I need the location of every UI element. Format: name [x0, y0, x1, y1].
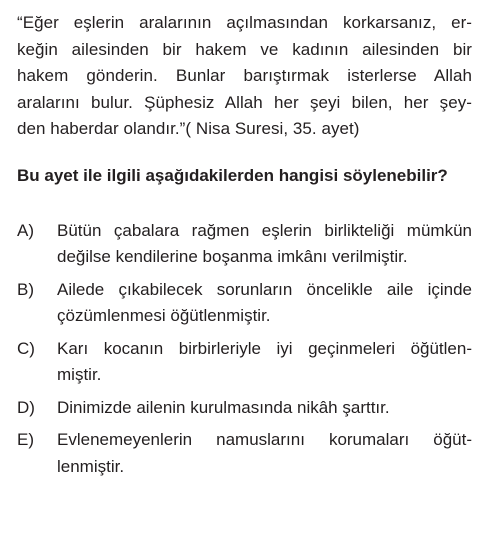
option-line: Bütün çabalara rağmen eşlerin birlikteliği mümkün: [57, 220, 472, 240]
option-line: Dinimizde ailenin kurulmasında nikâh şarttır.: [57, 397, 390, 417]
passage-line: “Eğer eşlerin aralarının açılmasından korkarsanız, er-: [17, 13, 472, 32]
option-line: çözümlenmesi öğütlenmiştir.: [57, 306, 271, 325]
option-letter: B): [17, 279, 34, 299]
option-line: değilse kendilerine boşanma imkânı verilmiştir.: [57, 247, 408, 266]
question-stem: Bu ayet ile ilgili aşağıdakilerden hangisi söylenebilir?: [17, 165, 448, 185]
passage-line: den haberdar olandır.”( Nisa Suresi, 35. ayet): [17, 119, 360, 138]
option-a[interactable]: [17, 218, 472, 271]
option-line: Evlenemeyenlerin namuslarını korumaları öğüt-: [57, 430, 472, 449]
option-line: lenmiştir.: [57, 456, 125, 476]
option-text: [57, 395, 472, 422]
option-text: [57, 277, 472, 330]
option-text: [57, 218, 472, 271]
option-b[interactable]: [17, 277, 472, 330]
option-letter: C): [17, 338, 35, 358]
option-line: Karı kocanın birbirleriyle iyi geçinmeleri öğütlen-: [57, 338, 472, 358]
option-text: [57, 336, 472, 389]
passage-line: aralarını bulur. Şüphesiz Allah her şeyi bilen, her şey-: [17, 92, 472, 112]
passage-line: hakem gönderin. Bunlar barıştırmak isterlerse Allah: [17, 66, 472, 85]
option-letter: A): [17, 220, 34, 240]
option-e[interactable]: [17, 427, 472, 480]
option-letter: E): [17, 430, 34, 449]
passage-line: keğin ailesinden bir hakem ve kadının ailesinden bir: [17, 39, 472, 59]
answer-options: [17, 218, 472, 481]
option-text: [57, 427, 472, 480]
option-letter: D): [17, 397, 35, 417]
option-c[interactable]: [17, 336, 472, 389]
verse-passage: [17, 10, 472, 143]
option-d[interactable]: [17, 395, 472, 422]
option-line: miştir.: [57, 365, 102, 384]
option-line: Ailede çıkabilecek sorunların öncelikle aile içinde: [57, 279, 472, 299]
